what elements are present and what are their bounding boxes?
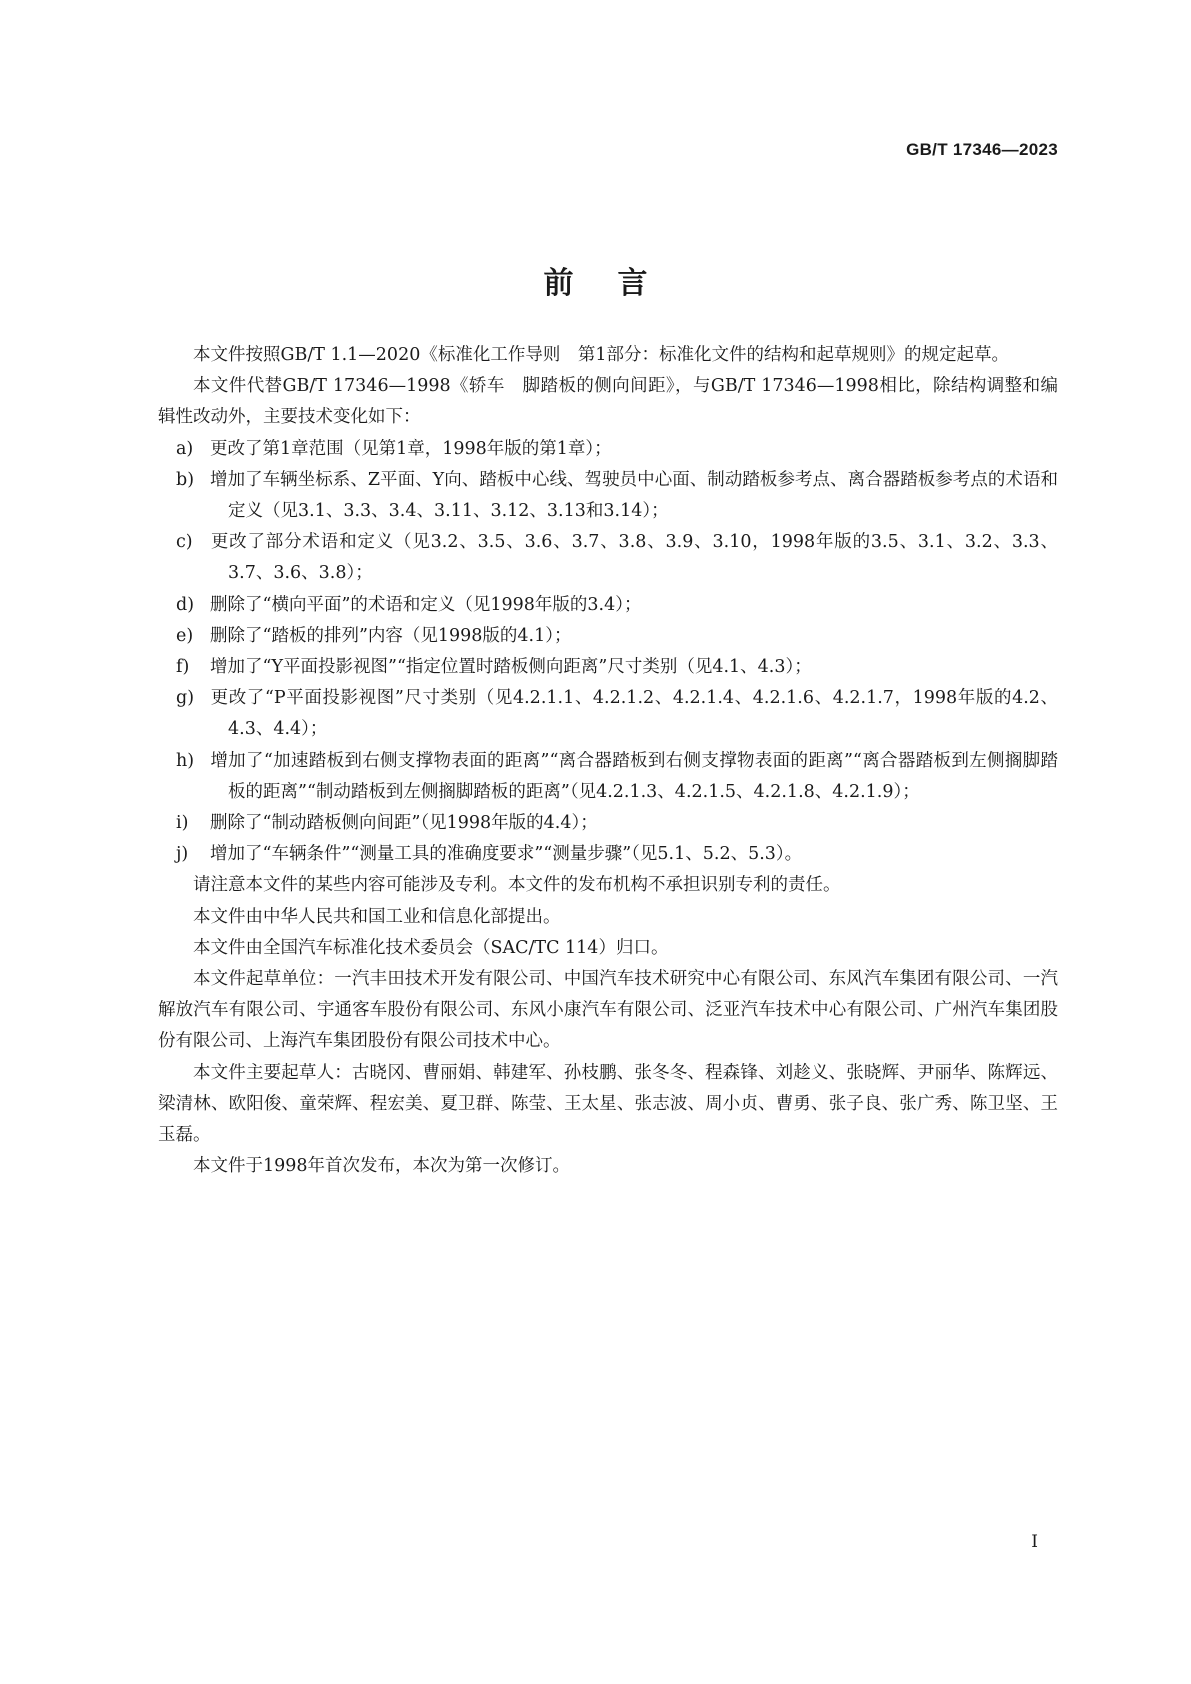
list-item-text: 增加了车辆坐标系、Z平面、Y向、踏板中心线、驾驶员中心面、制动踏板参考点、离合器踏板参考点的术语和定义（见3.1、3.3、3.4、3.11、3.12、3.13和3.14）； [210,469,1058,522]
list-item-text: 更改了“P平面投影视图”尺寸类别（见4.2.1.1、4.2.1.2、4.2.1.4、4.2.1.6、4.2.1.7，1998年版的4.2、4.3、4.4）； [210,688,1058,740]
list-marker: f) [176,657,190,678]
list-item-text: 增加了“加速踏板到右侧支撑物表面的距离”“离合器踏板到右侧支撑物表面的距离”“离合器踏板到左侧搁脚踏板的距离”“制动踏板到左侧搁脚踏板的距离”（见4.2.1.3、4.2.1.5、4.2.1.8、4.2.1.9）； [210,750,1058,802]
list-item-text: 删除了“制动踏板侧向间距”（见1998年版的4.4）； [210,813,598,834]
paragraph-patent-notice: 请注意本文件的某些内容可能涉及专利。本文件的发布机构不承担识别专利的责任。 [193,875,841,896]
list-item [158,652,1058,683]
list-item [158,465,1058,527]
foreword-body [158,340,1058,1182]
list-item-text: 更改了第1章范围（见第1章，1998年版的第1章）； [210,438,612,459]
list-marker: e) [176,625,194,646]
list-item [158,839,1058,870]
list-item [158,527,1058,589]
page-title: 前言 [543,266,692,302]
list-item [158,590,1058,621]
paragraph-drafters: 本文件主要起草人：古晓冈、曹丽娟、韩建军、孙枝鹏、张冬冬、程森锋、刘趁义、张晓辉、尹丽华、陈辉远、梁清林、欧阳俊、童荣辉、程宏美、夏卫群、陈莹、王太星、张志波、周小贞、曹勇、张子良、张广秀、陈卫坚、王玉磊。 [158,1062,1058,1146]
list-item-text: 更改了部分术语和定义（见3.2、3.5、3.6、3.7、3.8、3.9、3.10，1998年版的3.5、3.1、3.2、3.3、3.7、3.6、3.8）； [210,532,1058,584]
list-marker: d) [176,594,195,615]
paragraph-drafting-rules: 本文件按照GB/T 1.1—2020《标准化工作导则 第1部分：标准化文件的结构和起草规则》的规定起草。 [193,345,1009,365]
page-number: I [1031,1532,1038,1552]
changes-list [158,434,1058,871]
list-item [158,621,1058,652]
list-item-text: 增加了“Y平面投影视图”“指定位置时踏板侧向距离”尺寸类别（见4.1、4.3）； [210,657,812,678]
paragraph-drafting-units: 本文件起草单位：一汽丰田技术开发有限公司、中国汽车技术研究中心有限公司、东风汽车集团有限公司、一汽解放汽车有限公司、宇通客车股份有限公司、东风小康汽车有限公司、泛亚汽车技术中心有限公司、广州汽车集团股份有限公司、上海汽车集团股份有限公司技术中心。 [158,969,1058,1052]
list-item [158,683,1058,745]
paragraph-proposer: 本文件由中华人民共和国工业和信息化部提出。 [193,906,561,927]
list-marker: g) [176,688,195,709]
list-item-text: 增加了“车辆条件”“测量工具的准确度要求”“测量步骤”（见5.1、5.2、5.3）。 [210,844,803,865]
paragraph-replacement: 本文件代替GB/T 17346—1998《轿车 脚踏板的侧向间距》，与GB/T 17346—1998相比，除结构调整和编辑性改动外，主要技术变化如下： [158,376,1058,428]
list-marker: b) [176,469,195,490]
list-marker: i) [176,813,189,834]
list-item [158,434,1058,465]
paragraph-committee: 本文件由全国汽车标准化技术委员会（SAC/TC 114）归口。 [193,937,669,958]
list-item [158,808,1058,839]
list-marker: a) [176,438,194,459]
list-item-text: 删除了“横向平面”的术语和定义（见1998年版的3.4）； [210,594,642,615]
standard-number: GB/T 17346—2023 [906,140,1058,159]
list-marker: h) [176,750,195,771]
list-marker: j) [176,844,189,865]
list-item [158,746,1058,808]
list-marker: c) [176,532,193,553]
paragraph-history: 本文件于1998年首次发布，本次为第一次修订。 [193,1156,571,1177]
list-item-text: 删除了“踏板的排列”内容（见1998版的4.1）； [210,625,572,646]
